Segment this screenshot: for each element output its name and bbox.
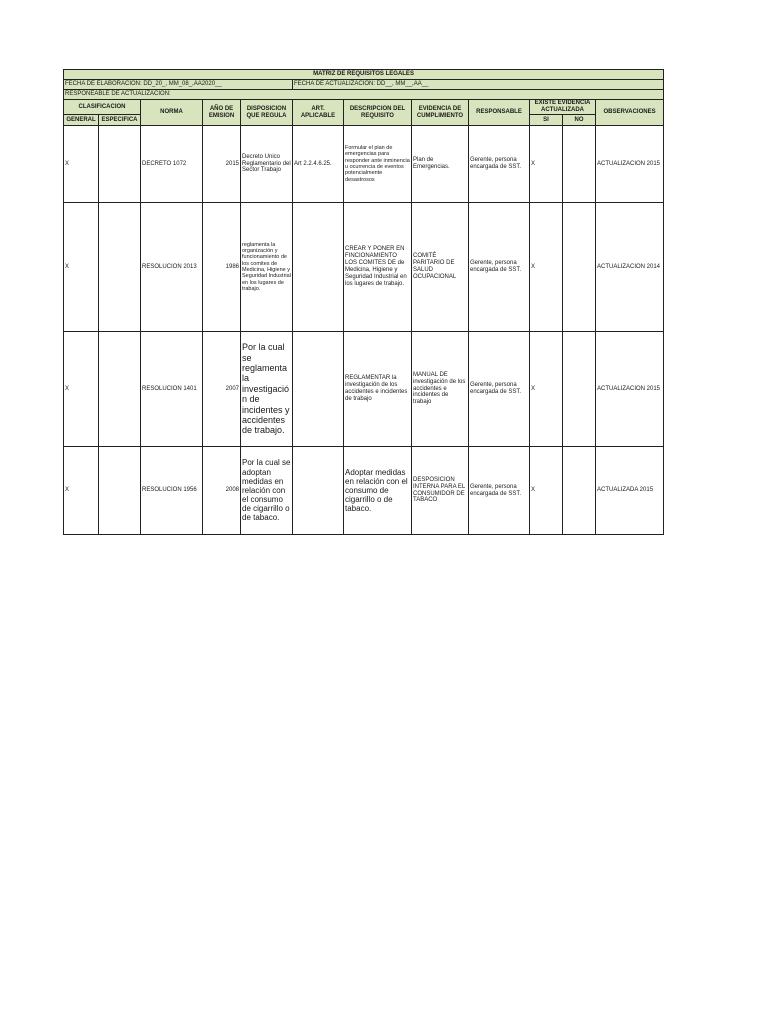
cell-descripcion: CREAR Y PONER EN FINCIONAMIENTO LOS COMITES DE de Medicina, Higiene y Seguridad Industrial en los lugares de trabajo. [344, 203, 412, 332]
cell-anio: 2015 [203, 126, 241, 203]
header-art: ART. APLICABLE [293, 100, 344, 126]
header-clasificacion: CLASIFICACION [64, 100, 141, 115]
cell-responsable: Gerente, persona encargada de SST. [469, 447, 530, 535]
cell-general: X [64, 332, 99, 447]
cell-si: X [530, 447, 563, 535]
cell-norma: RESOLUCION 2013 [141, 203, 203, 332]
responsable-actualizacion: RESPONEABLE DE ACTUALIZACION: [64, 90, 664, 100]
cell-art [293, 203, 344, 332]
cell-especifica [99, 126, 141, 203]
table-row [64, 203, 664, 332]
cell-evidencia: MANUAL DE investigación de los accidentes e incidentes de trabajo [412, 332, 469, 447]
cell-responsable: Gerente, persona encargada de SST. [469, 203, 530, 332]
cell-no [563, 332, 596, 447]
cell-general: X [64, 203, 99, 332]
cell-art [293, 447, 344, 535]
cell-norma: DECRETO 1072 [141, 126, 203, 203]
cell-anio: 2008 [203, 447, 241, 535]
header-descripcion: DESCRIPCION DEL REQUISITO [344, 100, 412, 126]
cell-observaciones: ACTUALIZACION 2014 [596, 203, 664, 332]
cell-norma: RESOLUCION 1401 [141, 332, 203, 447]
cell-disposicion: Por la cual se reglamenta la investigación de incidentes y accidentes de trabajo. [241, 332, 293, 447]
cell-disposicion: Decreto Unico Reglamentario del Sector Trabajo [241, 126, 293, 203]
cell-norma: RESOLUCION 1956 [141, 447, 203, 535]
cell-observaciones: ACTUALIZADA 2015 [596, 447, 664, 535]
header-anio: AÑO DE EMISION [203, 100, 241, 126]
legal-requirements-matrix [63, 69, 664, 535]
fecha-actualizacion: FECHA DE ACTUALIZACION: DD__, MM__,AA__ [293, 80, 664, 90]
header-observaciones: OBSERVACIONES [596, 100, 664, 126]
cell-responsable: Gerente, persona encargada de SST. [469, 126, 530, 203]
cell-descripcion: Adoptar medidas en relación con el consumo de cigarrillo o de tabaco. [344, 447, 412, 535]
header-no: NO [563, 115, 596, 126]
header-evidencia: EVIDENCIA DE CUMPLIMIENTO [412, 100, 469, 126]
cell-observaciones: ACTUALIZACION 2015 [596, 126, 664, 203]
cell-descripcion: Formular el plan de emergencias para responder ante inminencia u ocurrencia de eventos potencialmente desastrosos [344, 126, 412, 203]
header-especifica: ESPECIFICA [99, 115, 141, 126]
cell-no [563, 126, 596, 203]
cell-art [293, 332, 344, 447]
cell-especifica [99, 447, 141, 535]
table-row [64, 332, 664, 447]
cell-disposicion: Por la cual se adoptan medidas en relación con el consumo de cigarrillo o de tabaco. [241, 447, 293, 535]
cell-general: X [64, 447, 99, 535]
cell-evidencia: Plan de Emergencias. [412, 126, 469, 203]
table-row [64, 126, 664, 203]
header-si: SI [530, 115, 563, 126]
cell-disposicion: reglamenta la organización y funcionamiento de los comites de Medicina, Higiene y Seguridad Industrial en los lugares de trabajo. [241, 203, 293, 332]
cell-anio: 1986 [203, 203, 241, 332]
cell-responsable: Gerente, persona encargada de SST. [469, 332, 530, 447]
cell-general: X [64, 126, 99, 203]
cell-si: X [530, 126, 563, 203]
cell-especifica [99, 332, 141, 447]
header-disposicion: DISPOSICION QUE REGULA [241, 100, 293, 126]
cell-evidencia: COMITÉ PARITARIO DE SALUD OCUPACIONAL [412, 203, 469, 332]
cell-descripcion: REGLAMENTAR la investigación de los accidentes e incidentes de trabajo [344, 332, 412, 447]
cell-si: X [530, 203, 563, 332]
cell-observaciones: ACTUALIZACION 2015 [596, 332, 664, 447]
header-general: GENERAL [64, 115, 99, 126]
fecha-elaboracion: FECHA DE ELABORACION: DD_20_, MM_08_,AA2020__ [64, 80, 293, 90]
table-row [64, 447, 664, 535]
cell-no [563, 447, 596, 535]
cell-anio: 2007 [203, 332, 241, 447]
cell-evidencia: DESPOSICION INTERNA PARA EL CONSUMIDOR DE TABACO [412, 447, 469, 535]
cell-art: Art 2.2.4.6.25. [293, 126, 344, 203]
matrix-title: MATRIZ DE REQUISITOS LEGALES [64, 70, 664, 80]
header-existe-evidencia: EXISTE EVIDENCIA ACTUALIZADA [530, 100, 596, 115]
header-norma: NORMA [141, 100, 203, 126]
header-responsable: RESPONSABLE [469, 100, 530, 126]
cell-no [563, 203, 596, 332]
cell-especifica [99, 203, 141, 332]
cell-si: X [530, 332, 563, 447]
